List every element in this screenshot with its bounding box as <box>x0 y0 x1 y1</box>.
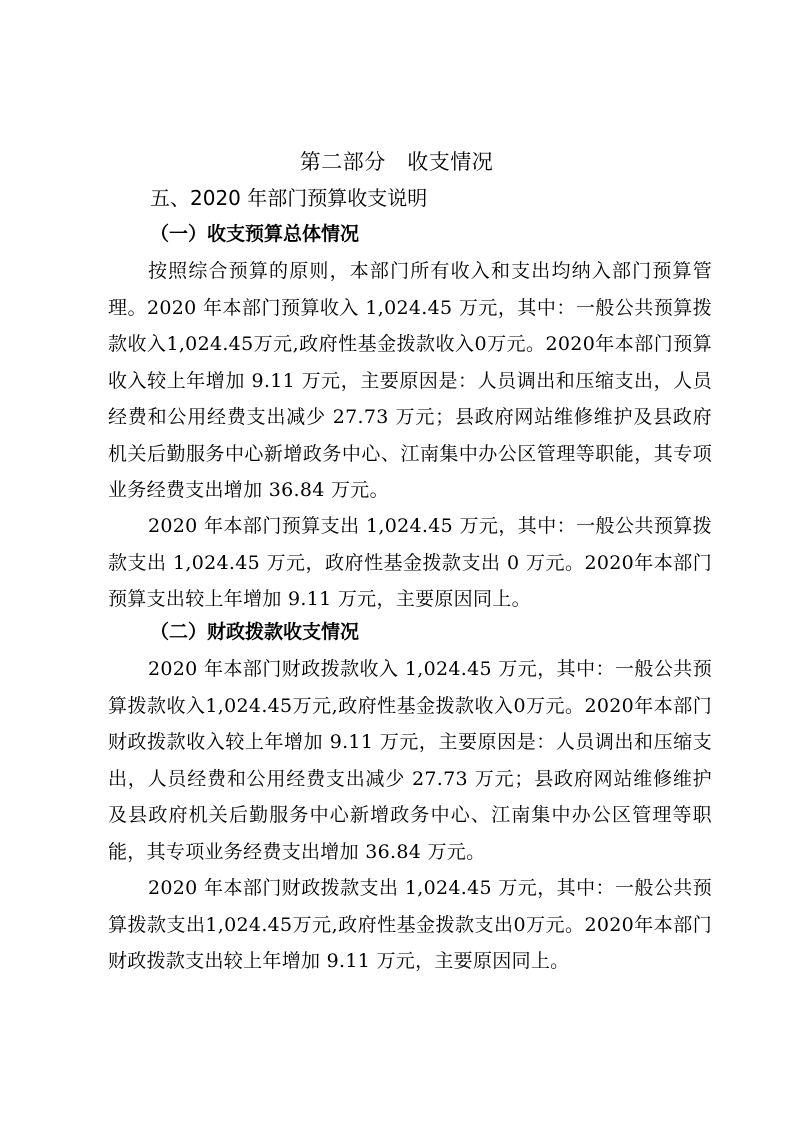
section-title: 五、2020 年部门预算收支说明 <box>150 186 428 210</box>
subsection-heading-overall: （一）收支预算总体情况 <box>150 223 360 245</box>
paragraph-budget-income: 按照综合预算的原则，本部门所有收入和支出均纳入部门预算管理。2020 年本部门预算收入 1,024.45 万元，其中：一般公共预算拨款收入1,024.45万元,政府性基金拨款收入0万元。2020年本部门预算收入较上年增加 9.11 万元，主要原因是：人员调出和压缩支出，人员经费和公用经费支出减少 27.73 万元；县政府网站维修维护及县政府机关后勤服务中心新增政务中心、江南集中办公区管理等职能，其专项业务经费支出增加 36.84 万元。 <box>108 260 712 501</box>
paragraph-fiscal-income: 2020 年本部门财政拨款收入 1,024.45 万元，其中：一般公共预算拨款收入1,024.45万元,政府性基金拨款收入0万元。2020年本部门财政拨款收入较上年增加 9.11 万元，主要原因是：人员调出和压缩支出，人员经费和公用经费支出减少 27.73 万元；县政府网站维修维护及县政府机关后勤服务中心新增政务中心、江南集中办公区管理等职能，其专项业务经费支出增加 36.84 万元。 <box>108 658 712 863</box>
paragraph-fiscal-expenditure: 2020 年本部门财政拨款支出 1,024.45 万元，其中：一般公共预算拨款支出1,024.45万元,政府性基金拨款支出0万元。2020年本部门财政拨款支出较上年增加 9.11 万元，主要原因同上。 <box>108 877 712 972</box>
paragraph-budget-expenditure: 2020 年本部门预算支出 1,024.45 万元，其中：一般公共预算拨款支出 1,024.45 万元，政府性基金拨款支出 0 万元。2020年本部门预算支出较上年增加 9.11 万元，主要原因同上。 <box>108 515 712 610</box>
subsection-heading-fiscal: （二）财政拨款收支情况 <box>150 621 360 643</box>
part-title: 第二部分 收支情况 <box>299 150 494 174</box>
